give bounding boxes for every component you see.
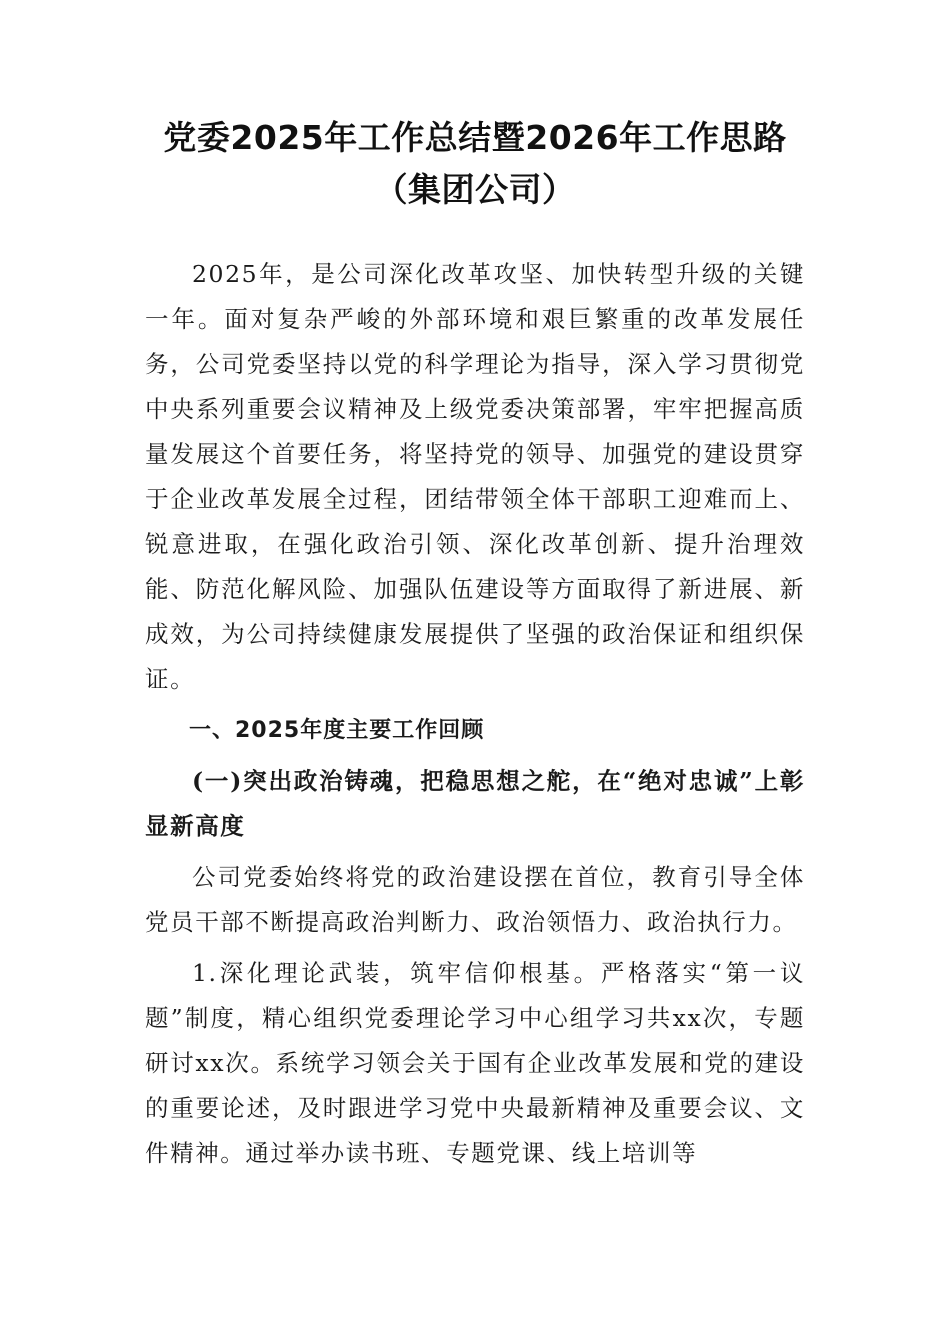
title-line-main: 党委2025年工作总结暨2026年工作思路 <box>163 118 787 157</box>
item-paragraph: 1.深化理论武装，筑牢信仰根基。严格落实“第一议题”制度，精心组织党委理论学习中心组学习共xx次，专题研讨xx次。系统学习领会关于国有企业改革发展和党的建设的重要论述，及时跟进学习党中央最新精神及重要会议、文件精神。通过举办读书班、专题党课、线上培训等 <box>145 959 805 1167</box>
intro-paragraph: 2025年，是公司深化改革攻坚、加快转型升级的关键一年。面对复杂严峻的外部环境和艰巨繁重的改革发展任务，公司党委坚持以党的科学理论为指导，深入学习贯彻党中央系列重要会议精神及上级党委决策部署，牢牢把握高质量发展这个首要任务，将坚持党的领导、加强党的建设贯穿于企业改革发展全过程，团结带领全体干部职工迎难而上、锐意进取，在强化政治引领、深化改革创新、提升治理效能、防范化解风险、加强队伍建设等方面取得了新进展、新成效，为公司持续健康发展提供了坚强的政治保证和组织保证。 <box>145 260 805 693</box>
document-title <box>0 112 950 216</box>
title-line-subtitle: （集团公司） <box>374 170 576 209</box>
document-body <box>145 252 805 1176</box>
section-heading: 一、2025年度主要工作回顾 <box>189 718 485 743</box>
subsection-heading: (一)突出政治铸魂，把稳思想之舵，在“绝对忠诚”上彰显新高度 <box>145 767 805 840</box>
subsection-paragraph: 公司党委始终将党的政治建设摆在首位，教育引导全体党员干部不断提高政治判断力、政治领悟力、政治执行力。 <box>145 863 805 936</box>
